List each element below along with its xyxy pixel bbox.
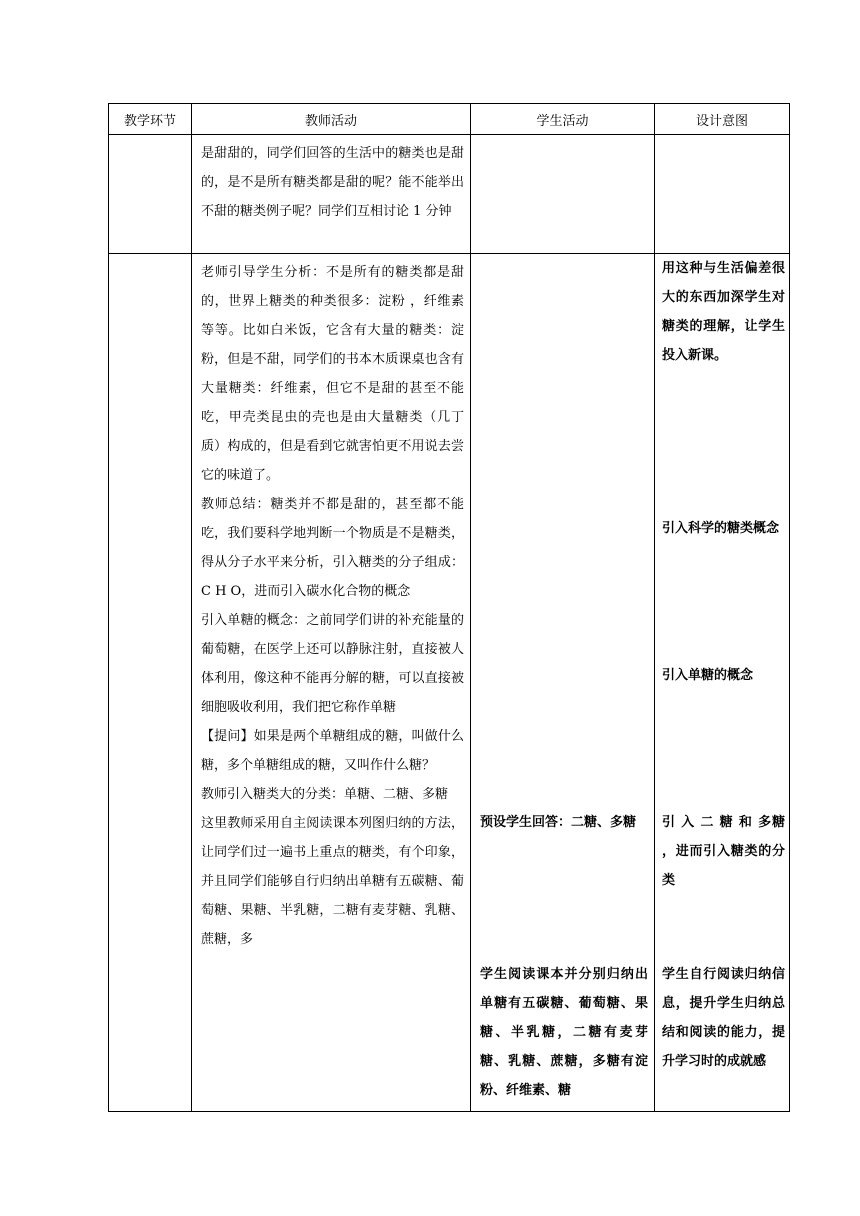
teacher-paragraph: 教师总结：糖类并不都是甜的，甚至都不能吃，我们要科学地判断一个物质是不是糖类，得从分子水平来分析，引入糖类的分子组成：C H O，进而引入碳水化合物的概念 xyxy=(201,497,464,599)
design-intent-cell xyxy=(655,135,790,254)
header-design-intent: 设计意图 xyxy=(655,104,790,135)
design-intent-text: 引 入 二 糖 和 多糖 ，进而引入糖类的分类 xyxy=(662,815,785,888)
teacher-paragraph: 这里教师采用自主阅读课本列图归纳的方法，让同学们过一遍书上重点的糖类，有个印象，并且同学们能够自行归纳出单糖有五碳糖、葡萄糖、果糖、半乳糖，二糖有麦芽糖、乳糖、蔗糖，多 xyxy=(201,816,464,947)
teacher-activity-cell xyxy=(192,254,471,1112)
header-teaching-stage: 教学环节 xyxy=(109,104,192,135)
teacher-paragraph: 引入单糖的概念：之前同学们讲的补充能量的葡萄糖，在医学上还可以静脉注射，直接被人体利用，像这种不能再分解的糖，可以直接被细胞吸收利用，我们把它称作单糖 xyxy=(201,613,464,715)
table-row xyxy=(109,254,790,1112)
student-reading-text: 学生阅读课本并分别归纳出单糖有五碳糖、葡萄糖、果糖、半乳糖，二糖有麦芽糖、乳糖、蔗糖，多糖有淀粉、纤维素、糖 xyxy=(480,967,648,1098)
design-intent-text: 引入单糖的概念 xyxy=(662,668,754,683)
design-intent-text: 引入科学的糖类概念 xyxy=(662,521,780,536)
stage-cell xyxy=(109,135,192,254)
student-activity-cell xyxy=(471,254,655,1112)
header-student-activity: 学生活动 xyxy=(471,104,655,135)
design-intent-text: 用这种与生活偏差很大的东西加深学生对糖类的理解，让学生投入新课。 xyxy=(662,261,785,363)
student-activity-cell xyxy=(471,135,655,254)
teacher-paragraph: 是甜甜的，同学们回答的生活中的糖类也是甜的，是不是所有糖类都是甜的呢？能不能举出不甜的糖类例子呢？同学们互相讨论 1 分钟 xyxy=(201,146,464,219)
table-header-row xyxy=(109,104,790,135)
teacher-activity-cell xyxy=(192,135,471,254)
table-row xyxy=(109,135,790,254)
teacher-paragraph: 教师引入糖类大的分类：单糖、二糖、多糖 xyxy=(201,787,449,802)
teacher-paragraph: 老师引导学生分析：不是所有的糖类都是甜的，世界上糖类的种类很多：淀粉 ，纤维素等等。比如白米饭，它含有大量的糖类：淀粉，但是不甜，同学们的书本木质课桌也含有大量糖类：纤维素，但它不是甜的甚至不能吃，甲壳类昆虫的壳也是由大量糖类（几丁质）构成的，但是看到它就害怕更不用说去尝它的味道了。 xyxy=(201,265,464,483)
design-intent-cell xyxy=(655,254,790,1112)
student-response-text: 预设学生回答：二糖、多糖 xyxy=(480,815,637,830)
header-teacher-activity: 教师活动 xyxy=(192,104,471,135)
teacher-paragraph: 【提问】如果是两个单糖组成的糖，叫做什么糖，多个单糖组成的糖，又叫作什么糖？ xyxy=(201,729,464,773)
stage-cell xyxy=(109,254,192,1112)
lesson-plan-table xyxy=(108,103,790,1112)
design-intent-text: 学生自行阅读归纳信息，提升学生归纳总结和阅读的能力，提升学习时的成就感 xyxy=(662,967,785,1069)
